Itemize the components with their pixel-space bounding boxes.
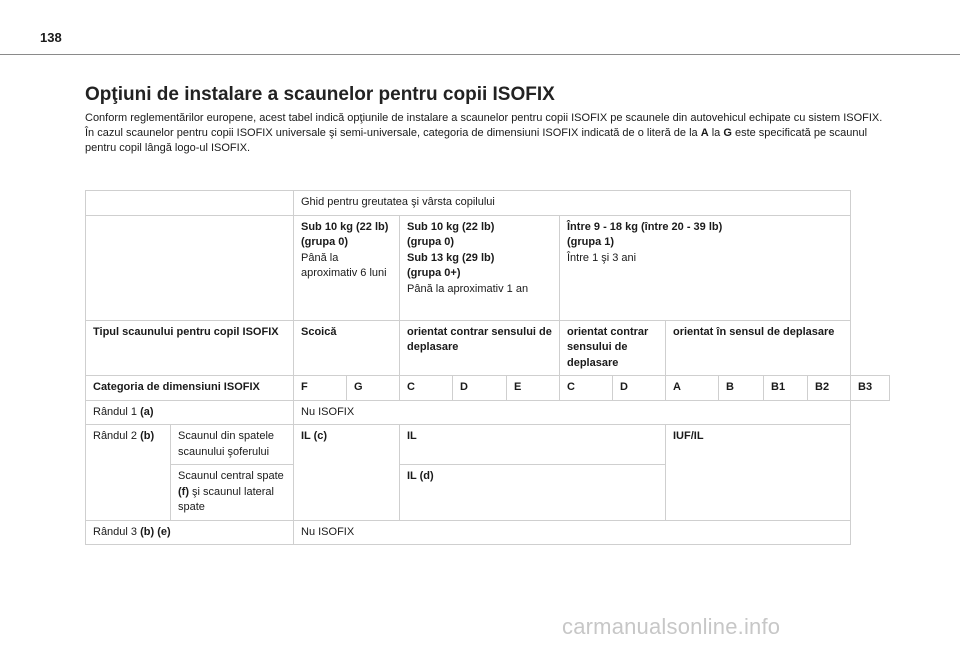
size-category-label: Categoria de dimensiuni ISOFIX (86, 376, 294, 401)
watermark: carmanualsonline.info (562, 614, 781, 639)
row2-seat-center (171, 465, 294, 521)
size-class-a: A (666, 376, 719, 401)
weight-group-0plus (400, 215, 560, 320)
seat-type-rear-facing-a: orientat contrar sensului de deplasare (400, 320, 560, 376)
row2-label (86, 425, 171, 521)
row3-label-text: Rândul 3 (93, 525, 141, 538)
intro-paragraph-1: Conform reglementărilor europene, acest tabel indică opţiunile de instalare a scaunelor pentru copii ISOFIX pe scaunele din autovehicul echipate cu sistem ISOFIX. (85, 112, 883, 124)
empty-cell (86, 215, 294, 320)
table-row-size-category (86, 376, 890, 401)
weight-group-0plus-weight-b: Sub 13 kg (29 lb) (407, 251, 495, 264)
row2-seat-center-marker: (f) (178, 485, 189, 498)
row3-label (86, 520, 294, 545)
page-number: 138 (40, 30, 62, 45)
size-class-b: B (719, 376, 764, 401)
table-row-weight-groups (86, 215, 890, 320)
row2-seat-driver-side: Scaunul din spatele scaunului şoferului (171, 425, 294, 465)
intro-letter-g: G (723, 127, 732, 140)
size-class-f: F (294, 376, 347, 401)
weight-group-1-age: Între 1 şi 3 ani (567, 251, 637, 264)
row2-label-text: Rândul 2 (93, 430, 141, 442)
row3-value: Nu ISOFIX (294, 520, 851, 545)
seat-type-label: Tipul scaunului pentru copil ISOFIX (86, 320, 294, 376)
weight-group-0-age: Până la aproximativ 6 luni (301, 251, 387, 279)
weight-group-1 (560, 215, 851, 320)
intro-p2-text: În cazul scaunelor pentru copii ISOFIX universale şi semi-universale, categoria de dimensiuni ISOFIX indicată de o literă de la (85, 127, 701, 140)
header-divider (0, 54, 960, 55)
seat-type-forward-facing: orientat în sensul de deplasare (666, 320, 851, 376)
table-row-2a (86, 425, 890, 465)
empty-cell (86, 191, 294, 216)
row2-il-d: IL (d) (400, 465, 666, 521)
isofix-table (85, 190, 890, 545)
table-row-guide (86, 191, 890, 216)
weight-group-1-group: (grupa 1) (567, 236, 615, 248)
row2-marker: (b) (140, 430, 155, 442)
intro-p2-end: este specificată pe scaunul pentru copil lângă logo-ul ISOFIX. (85, 127, 868, 155)
seat-type-cocoon: Scoică (294, 320, 400, 376)
intro-p2-la: la (708, 127, 724, 140)
size-class-c: C (400, 376, 453, 401)
size-class-d: D (453, 376, 507, 401)
weight-group-1-weight: Între 9 - 18 kg (între 20 - 39 lb) (567, 220, 723, 233)
row2-il-c: IL (c) (294, 425, 400, 521)
row3-marker: (b) (e) (140, 525, 171, 538)
table-row-1 (86, 400, 890, 425)
intro-text (85, 111, 890, 157)
size-class-b2: B2 (808, 376, 851, 401)
weight-group-0-group: (grupa 0) (301, 236, 349, 248)
seat-type-rear-facing-b: orientat contrar sensului de deplasare (560, 320, 666, 376)
intro-paragraph-2 (85, 126, 890, 156)
size-class-c-2: C (560, 376, 613, 401)
table-row-seat-type (86, 320, 890, 376)
page-title: Opţiuni de instalare a scaunelor pentru copii ISOFIX (85, 84, 555, 105)
row2-iuf-il: IUF/IL (666, 425, 851, 521)
guide-header: Ghid pentru greutatea şi vârsta copilului (294, 191, 851, 216)
table-row-3 (86, 520, 890, 545)
row1-marker: (a) (140, 405, 154, 418)
row2-seat-center-text: Scaunul central spate (178, 470, 284, 482)
weight-group-0plus-group-b: (grupa 0+) (407, 267, 461, 279)
intro-letter-a: A (700, 127, 709, 140)
weight-group-0plus-weight-a: Sub 10 kg (22 lb) (407, 220, 495, 233)
size-class-b1: B1 (764, 376, 808, 401)
row1-label (86, 400, 294, 425)
weight-group-0 (294, 215, 400, 320)
row1-value: Nu ISOFIX (294, 400, 851, 425)
row2-il: IL (400, 425, 666, 465)
row1-label-text: Rândul 1 (93, 405, 141, 418)
size-class-b3: B3 (851, 376, 890, 401)
size-class-e: E (507, 376, 560, 401)
weight-group-0plus-age: Până la aproximativ 1 an (407, 282, 529, 295)
row2-seat-center-text-end: şi scaunul lateral spate (178, 485, 274, 513)
size-class-d-2: D (613, 376, 666, 401)
weight-group-0-weight: Sub 10 kg (22 lb) (301, 220, 389, 233)
size-class-g: G (347, 376, 400, 401)
weight-group-0plus-group-a: (grupa 0) (407, 236, 455, 248)
